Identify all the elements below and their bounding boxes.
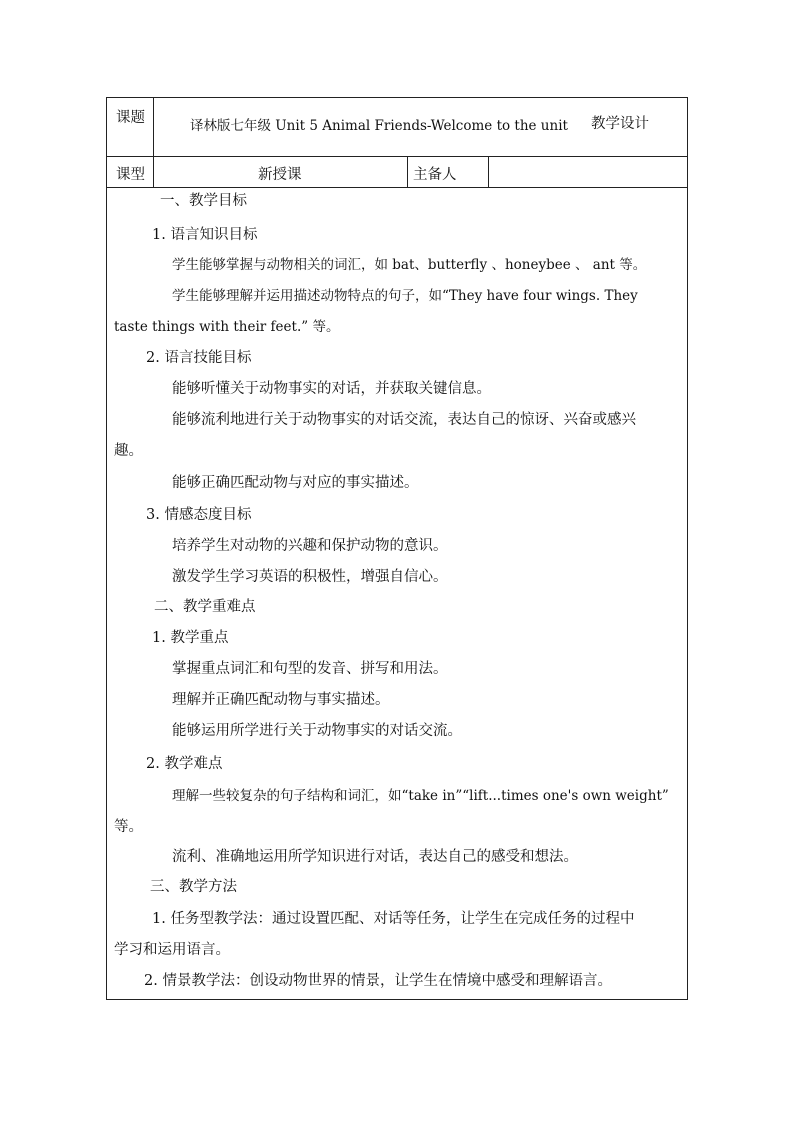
paragraph: 培养学生对动物的兴趣和保护动物的意识。 — [172, 538, 448, 554]
paragraph: 能够运用所学进行关于动物事实的对话交流。 — [172, 723, 462, 739]
subsection-heading: 2. 语言技能目标 — [146, 350, 252, 366]
column-divider — [153, 98, 154, 156]
title-row — [107, 98, 687, 157]
paragraph: 激发学生学习英语的积极性，增强自信心。 — [172, 569, 448, 585]
paragraph: 能够正确匹配动物与对应的事实描述。 — [172, 475, 419, 491]
column-divider — [153, 157, 154, 187]
type-label: 课型 — [116, 167, 145, 183]
paragraph: 等。 — [114, 819, 143, 835]
paragraph: 掌握重点词汇和句型的发音、拼写和用法。 — [172, 661, 448, 677]
column-divider — [407, 157, 408, 187]
subsection-heading: 2. 教学难点 — [146, 756, 223, 772]
subsection-heading: 3. 情感态度目标 — [146, 507, 252, 523]
paragraph: 学生能够掌握与动物相关的词汇，如 bat、butterfly 、honeybee 、 ant 等。 — [172, 257, 647, 273]
paragraph: 能够听懂关于动物事实的对话，并获取关键信息。 — [172, 381, 491, 397]
title-label: 课题 — [116, 110, 145, 126]
paragraph: 理解并正确匹配动物与事实描述。 — [172, 692, 390, 708]
type-row — [107, 157, 687, 188]
paragraph: 1. 任务型教学法：通过设置匹配、对话等任务，让学生在完成任务的过程中 — [152, 911, 635, 927]
paragraph: taste things with their feet.” 等。 — [114, 319, 340, 335]
column-divider — [488, 157, 489, 187]
section-heading: 一、教学目标 — [160, 193, 247, 209]
paragraph: 学生能够理解并运用描述动物特点的句子，如“They have four wings. They — [172, 288, 638, 304]
paragraph: 2. 情景教学法：创设动物世界的情景，让学生在情境中感受和理解语言。 — [144, 973, 612, 989]
subsection-heading: 1. 语言知识目标 — [152, 227, 258, 243]
lesson-title-suffix: 教学设计 — [591, 116, 649, 132]
paragraph: 趣。 — [114, 443, 143, 459]
paragraph: 学习和运用语言。 — [114, 942, 230, 958]
lesson-title: 译林版七年级 Unit 5 Animal Friends-Welcome to the unit — [190, 118, 568, 134]
subsection-heading: 1. 教学重点 — [152, 630, 229, 646]
paragraph: 流利、准确地运用所学知识进行对话，表达自己的感受和想法。 — [172, 849, 578, 865]
type-value: 新授课 — [258, 167, 302, 183]
section-heading: 二、教学重难点 — [154, 599, 256, 615]
paragraph: 理解一些较复杂的句子结构和词汇，如“take in”“lift...times one's own weight” — [172, 788, 669, 804]
section-heading: 三、教学方法 — [150, 879, 237, 895]
paragraph: 能够流利地进行关于动物事实的对话交流，表达自己的惊讶、兴奋或感兴 — [172, 412, 636, 428]
preparer-label: 主备人 — [413, 167, 457, 183]
